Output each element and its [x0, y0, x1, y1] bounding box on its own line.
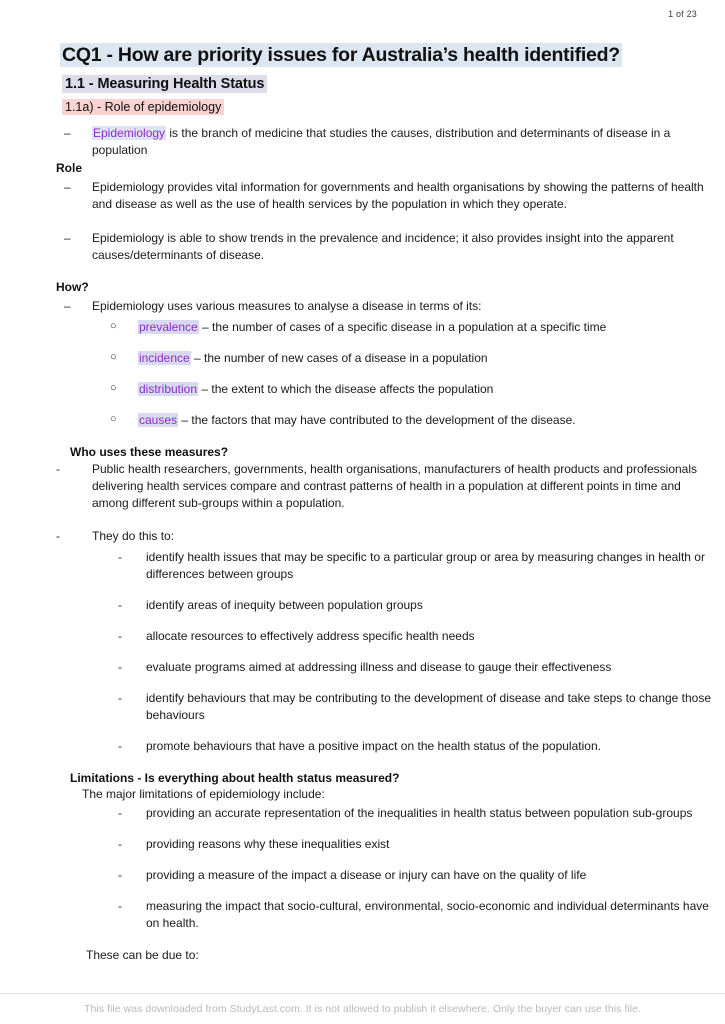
- circle-bullet-icon: ○: [110, 381, 117, 394]
- purpose-lead: [56, 528, 716, 545]
- en-dash-marker-icon: –: [64, 126, 71, 141]
- limitation-item-text: providing reasons why these inequalities exist: [146, 837, 390, 852]
- hyphen-marker-icon: -: [118, 628, 122, 643]
- purpose-item-text: identify areas of inequity between population groups: [146, 597, 423, 612]
- page-title-text: CQ1 - How are priority issues for Australia’s health identified?: [62, 44, 620, 66]
- hyphen-marker-icon: -: [56, 461, 60, 476]
- circle-bullet-icon: ○: [110, 412, 117, 425]
- measure-term: incidence: [139, 350, 190, 365]
- measure-term: distribution: [139, 381, 198, 396]
- definition-term: Epidemiology: [93, 126, 166, 141]
- document-content: [56, 44, 716, 962]
- purpose-item: [118, 549, 716, 583]
- footer-note: This file was downloaded from StudyLast.com. It is not allowed to publish it elsewhere. Only the buyer can use this file.: [84, 1003, 641, 1015]
- measure-item: [110, 319, 716, 336]
- limitations-closing: These can be due to:: [86, 948, 199, 963]
- measure-item: [110, 412, 716, 429]
- hyphen-marker-icon: -: [118, 597, 122, 612]
- purpose-item: [118, 738, 716, 755]
- section-heading-1-1: [62, 76, 716, 92]
- limitation-item: [118, 867, 716, 884]
- page-title: [60, 44, 716, 67]
- how-heading: How?: [56, 279, 89, 294]
- hyphen-marker-icon: -: [118, 659, 122, 674]
- definition-rest: is the branch of medicine that studies the causes, distribution and determinants of disease in a population: [92, 126, 671, 158]
- en-dash-marker-icon: –: [64, 230, 71, 245]
- measure-item-text: [138, 381, 716, 398]
- measure-description: – the number of new cases of a disease in a population: [190, 350, 488, 365]
- purpose-item: [118, 597, 716, 614]
- how-lead: [64, 298, 716, 315]
- measure-description: – the extent to which the disease affects the population: [198, 381, 494, 396]
- footer-divider: [0, 993, 725, 994]
- purpose-item: [118, 659, 716, 676]
- definition-bullet: [64, 125, 716, 159]
- definition-text: [92, 125, 716, 159]
- hyphen-marker-icon: -: [56, 528, 60, 543]
- en-dash-marker-icon: –: [64, 298, 71, 313]
- who-uses-item-text: Public health researchers, governments, health organisations, manufacturers of health products and professionals delivering health services compare and contrast patterns of health in a population at different points in time and among different sub-groups within a population.: [92, 461, 698, 510]
- who-uses-heading: Who uses these measures?: [70, 444, 229, 459]
- hyphen-marker-icon: -: [118, 806, 122, 821]
- limitation-item: [118, 898, 716, 932]
- limitation-item-text: providing an accurate representation of the inequalities in health status between population sub-groups: [146, 806, 693, 821]
- purpose-item-text: evaluate programs aimed at addressing illness and disease to gauge their effectiveness: [146, 659, 612, 674]
- page-number: 1 of 23: [668, 9, 697, 19]
- limitations-heading: Limitations - Is everything about health status measured?: [70, 771, 400, 786]
- purpose-item-text: promote behaviours that have a positive impact on the health status of the population.: [146, 739, 601, 754]
- hyphen-marker-icon: -: [118, 868, 122, 883]
- measure-item: [110, 350, 716, 367]
- hyphen-marker-icon: -: [118, 691, 122, 706]
- measure-item-text: [138, 350, 716, 367]
- purpose-item: [118, 628, 716, 645]
- role-item-text: Epidemiology provides vital information for governments and health organisations by showing the patterns of health and disease as well as the use of health services by the population in which they operate.: [92, 180, 704, 212]
- measure-term: prevalence: [139, 319, 198, 334]
- measure-item-text: [138, 319, 716, 336]
- limitation-item-text: measuring the impact that socio-cultural, environmental, socio-economic and individual determinants have on health.: [146, 899, 709, 931]
- role-item: [64, 179, 716, 213]
- role-heading: Role: [56, 161, 83, 176]
- how-lead-text: Epidemiology uses various measures to analyse a disease in terms of its:: [92, 298, 482, 313]
- section-heading-1-1-text: 1.1 - Measuring Health Status: [62, 75, 267, 93]
- measure-item: [110, 381, 716, 398]
- limitations-lead: The major limitations of epidemiology include:: [82, 787, 325, 802]
- circle-bullet-icon: ○: [110, 350, 117, 363]
- purpose-item-text: allocate resources to effectively address specific health needs: [146, 628, 475, 643]
- role-item-text: Epidemiology is able to show trends in the prevalence and incidence; it also provides insight into the apparent causes/determinants of disease.: [92, 230, 674, 262]
- role-item: [64, 230, 716, 264]
- purpose-item-text: identify health issues that may be specific to a particular group or area by measuring changes in health or differences between groups: [146, 549, 705, 581]
- hyphen-marker-icon: -: [118, 837, 122, 852]
- measure-description: – the number of cases of a specific disease in a population at a specific time: [198, 319, 607, 334]
- who-uses-item: [56, 461, 716, 512]
- limitation-item-text: providing a measure of the impact a disease or injury can have on the quality of life: [146, 868, 587, 883]
- en-dash-marker-icon: –: [64, 180, 71, 195]
- measure-item-text: [138, 412, 716, 429]
- hyphen-marker-icon: -: [118, 549, 122, 564]
- measure-description: – the factors that may have contributed to the development of the disease.: [178, 412, 576, 427]
- circle-bullet-icon: ○: [110, 319, 117, 332]
- subsection-heading-1-1a: [62, 100, 716, 114]
- limitation-item: [118, 836, 716, 853]
- limitation-item: [118, 805, 716, 822]
- purpose-lead-text: They do this to:: [92, 528, 175, 543]
- measure-term: causes: [139, 412, 178, 427]
- purpose-item-text: identify behaviours that may be contributing to the development of disease and take steps to change those behaviours: [146, 691, 712, 723]
- hyphen-marker-icon: -: [118, 739, 122, 754]
- purpose-item: [118, 690, 716, 724]
- subsection-heading-1-1a-text: 1.1a) - Role of epidemiology: [62, 99, 224, 115]
- hyphen-marker-icon: -: [118, 899, 122, 914]
